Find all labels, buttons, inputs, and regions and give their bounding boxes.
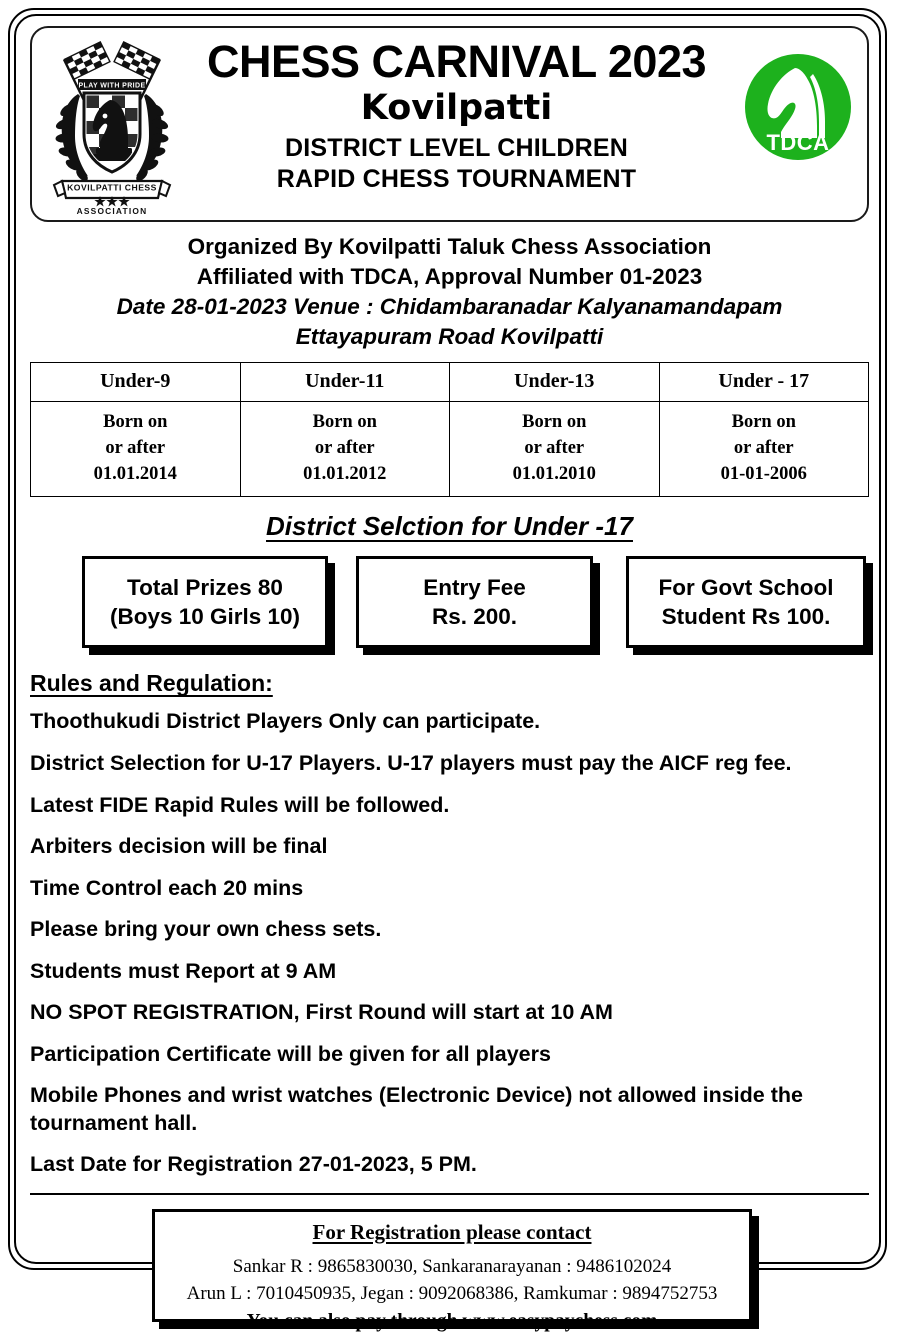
- govt-school-fee-box: [626, 556, 866, 648]
- category-cell-u11: Born on or after 01.01.2012: [240, 401, 450, 497]
- venue-line-1: Date 28-01-2023 Venue : Chidambaranadar Kalyanamandapam: [116, 293, 783, 319]
- category-header-u9: Under-9: [31, 362, 241, 401]
- rule-item: Arbiters decision will be final: [30, 834, 328, 859]
- header-subtitle-line1: DISTRICT LEVEL CHILDREN: [284, 133, 629, 162]
- info-boxes-row: [30, 556, 869, 652]
- total-prizes-line2: (Boys 10 Girls 10): [109, 604, 301, 630]
- entry-fee-box: [356, 556, 593, 648]
- entry-fee-line2: Rs. 200.: [431, 604, 518, 630]
- category-header-u17: Under - 17: [659, 362, 869, 401]
- table-header-row: [31, 362, 869, 401]
- rule-item: Last Date for Registration 27-01-2023, 5 PM.: [30, 1152, 477, 1177]
- header-city: Kovilpatti: [360, 87, 553, 128]
- svg-text:KOVILPATTI CHESS: KOVILPATTI CHESS: [67, 182, 157, 193]
- registration-contact-box: [152, 1209, 752, 1332]
- contact-heading: For Registration please contact: [312, 1219, 592, 1244]
- govt-school-line1: For Govt School: [658, 575, 834, 601]
- rule-item: Latest FIDE Rapid Rules will be followed.: [30, 792, 450, 817]
- district-selection-note: District Selction for Under -17: [266, 511, 633, 542]
- rule-item: District Selection for U-17 Players. U-17 players must pay the AICF reg fee.: [30, 751, 792, 775]
- govt-school-line2: Student Rs 100.: [661, 604, 831, 630]
- category-header-u11: Under-11: [240, 362, 450, 401]
- organizer-line-1: Organized By Kovilpatti Taluk Chess Association: [187, 234, 712, 259]
- rule-item: Thoothukudi District Players Only can participate.: [30, 709, 541, 734]
- svg-text:PLAY WITH PRIDE: PLAY WITH PRIDE: [78, 82, 146, 90]
- page-title: CHESS CARNIVAL 2023: [207, 36, 706, 87]
- kovilpatti-chess-association-crest-icon: [48, 36, 176, 216]
- organizer-line-2: Affiliated with TDCA, Approval Number 01-2023: [196, 263, 703, 289]
- rule-item: Please bring your own chess sets.: [30, 917, 382, 942]
- poster-header: [30, 26, 869, 222]
- svg-text:ASSOCIATION: ASSOCIATION: [76, 206, 148, 216]
- organizer-block: [22, 232, 877, 352]
- tdca-logo-text: TDCA: [766, 130, 830, 155]
- table-row: [31, 401, 869, 497]
- poster-content: [22, 18, 877, 1332]
- rule-item: Mobile Phones and wrist watches (Electronic Device) not allowed inside the tournament hall.: [30, 1083, 803, 1135]
- category-cell-u13: Born on or after 01.01.2010: [450, 401, 660, 497]
- rule-item: NO SPOT REGISTRATION, First Round will start at 10 AM: [30, 1000, 613, 1025]
- entry-fee-line1: Entry Fee: [423, 575, 526, 601]
- header-text-block: [182, 38, 731, 195]
- payment-link-text: You can also pay through www.easypaychess.com: [246, 1310, 658, 1332]
- footer-section: [30, 1209, 869, 1332]
- contact-line-1: Sankar R : 9865830030, Sankaranarayanan : 9486102024: [232, 1255, 672, 1277]
- header-subtitle-line2: RAPID CHESS TOURNAMENT: [276, 164, 637, 193]
- contact-line-2: Arun L : 7010450935, Jegan : 9092068386, Ramkumar : 9894752753: [186, 1282, 718, 1304]
- total-prizes-line1: Total Prizes 80: [127, 575, 283, 601]
- age-category-table: [30, 362, 869, 498]
- venue-line-2: Ettayapuram Road Kovilpatti: [295, 323, 604, 349]
- rules-section: [30, 670, 869, 1178]
- rule-item: Time Control each 20 mins: [30, 875, 304, 900]
- rule-item: Students must Report at 9 AM: [30, 958, 337, 983]
- footer-divider: [30, 1193, 869, 1195]
- rule-item: Participation Certificate will be given for all players: [30, 1041, 551, 1066]
- category-cell-u17: Born on or after 01-01-2006: [659, 401, 869, 497]
- category-cell-u9: Born on or after 01.01.2014: [31, 401, 241, 497]
- rules-heading: Rules and Regulation:: [30, 670, 273, 697]
- tdca-knight-logo-icon: [743, 52, 853, 162]
- category-header-u13: Under-13: [450, 362, 660, 401]
- total-prizes-box: [82, 556, 328, 648]
